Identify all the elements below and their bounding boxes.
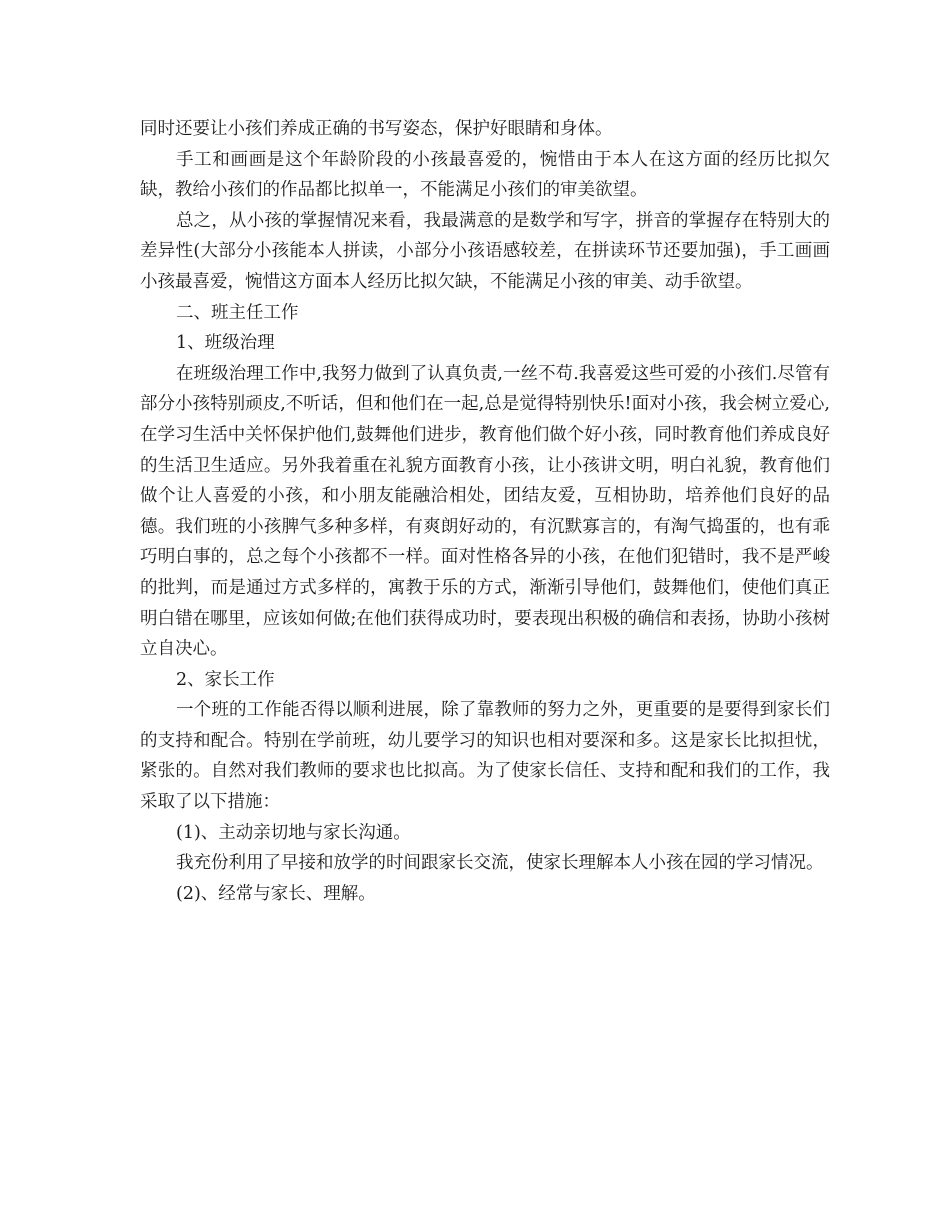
- list-item-communicate-with-parents: (1)、主动亲切地与家长沟通。: [176, 822, 411, 843]
- subheading-class-management: 1、班级治理: [176, 333, 275, 354]
- paragraph-summary: 总之，从小孩的掌握情况来看，我最满意的是数学和写字，拼音的掌握存在特别大的差异性(大部分小孩能本人拼读，小部分小孩语感较差，在拼读环节还要加强)，手工画画小孩最喜爱，惋惜这方面本人经历比拟欠缺，不能满足小孩的审美、动手欲望。: [140, 210, 830, 292]
- subheading-parent-work: 2、家长工作: [176, 669, 275, 690]
- list-item-often-with-parents: (2)、经常与家长、理解。: [176, 883, 376, 904]
- document-page: [140, 114, 830, 909]
- paragraph-pickup-dropoff-communication: 我充份利用了早接和放学的时间跟家长交流，使家长理解本人小孩在园的学习情况。: [176, 853, 824, 874]
- paragraph-handcraft-drawing: 手工和画画是这个年龄阶段的小孩最喜爱的，惋惜由于本人在这方面的经历比拟欠缺，教给小孩们的作品都比拟单一，不能满足小孩们的审美欲望。: [140, 149, 830, 201]
- paragraph-writing-posture: 同时还要让小孩们养成正确的书写姿态，保护好眼睛和身体。: [140, 119, 613, 139]
- paragraph-parent-work: 一个班的工作能否得以顺利进展，除了靠教师的努力之外，更重要的是要得到家长们的支持和配合。特别在学前班，幼儿要学习的知识也相对要深和多。这是家长比拟担忧，紧张的。自然对我们教师的要求也比拟高。为了使家长信任、支持和配和我们的工作，我采取了以下措施：: [140, 700, 830, 813]
- paragraph-class-management: 在班级治理工作中,我努力做到了认真负责,一丝不苟.我喜爱这些可爱的小孩们.尽管有部分小孩特别顽皮,不听话，但和他们在一起,总是觉得特别快乐!面对小孩，我会树立爱心,在学习生活中关怀保护他们,鼓舞他们进步，教育他们做个好小孩，同时教育他们养成良好的生活卫生适应。另外我着重在礼貌方面教育小孩，让小孩讲文明，明白礼貌，教育他们做个让人喜爱的小孩，和小朋友能融洽相处，团结友爱，互相协助，培养他们良好的品德。我们班的小孩脾气多种多样，有爽朗好动的，有沉默寡言的，有淘气捣蛋的，也有乖巧明白事的，总之每个小孩都不一样。面对性格各异的小孩，在他们犯错时，我不是严峻的批判，而是通过方式多样的，寓教于乐的方式，渐渐引导他们，鼓舞他们，使他们真正明白错在哪里，应该如何做;在他们获得成功时，要表现出积极的确信和表扬，协助小孩树立自决心。: [140, 363, 830, 660]
- section-heading-class-teacher-work: 二、班主任工作: [176, 302, 299, 323]
